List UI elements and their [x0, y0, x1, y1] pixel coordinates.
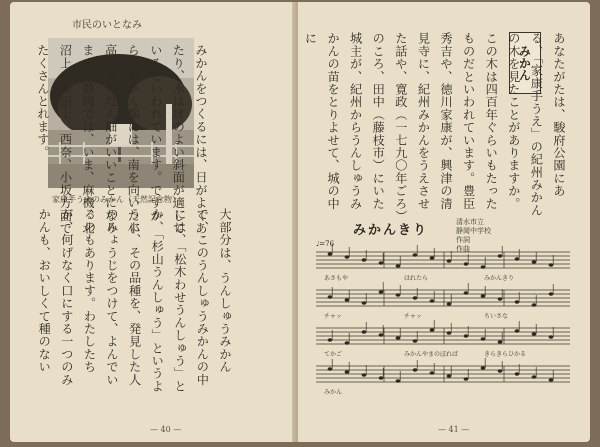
lyric-text: てかご [324, 351, 343, 358]
credit-line: 清水市立 [456, 218, 484, 226]
music-note [345, 298, 350, 302]
music-note [447, 374, 452, 378]
music-note [481, 337, 486, 341]
photo-caption: 家康手うえのみかん（天然記念物） [52, 195, 180, 204]
page-number: — 40 — [150, 425, 182, 434]
music-note [549, 292, 554, 296]
body-text-upper: みかんをつくるには、日がよくあたり、水はけのよい斜面が適しているといわれています。ですから、みかん畑には、南を向いた小高いだんだん畑がいいことになります。静岡では、いま、麻機、北沼上、南沼上、西奈、小坂方面でたくさんとれます。 [35, 44, 208, 235]
music-note [430, 299, 435, 303]
music-note [396, 379, 401, 383]
body-text-lower: 大部分は、うんしゅうみかんで、このうんしゅうみかんの中には、「松木わせうんしゅう」とか、「杉山うんしゅう」というように、その品種を、発見した人のみょうじをつけて、よんでいるのもあります。わたしたちが、何げなく口にする一つのみかんも、おいしくて種のない [37, 208, 232, 393]
music-note [345, 255, 350, 259]
body-text: あなたがたは、駿府公園にある、「家康手うえ」の紀州みかんの木を見たことがありますか。この木は四百年ぐらいもたったものだといわれています。豊臣秀吉や、徳川家康が、興津の清見寺に、紀州みかんをうえさせた話や、寛政（一七九〇年ごろ）のころ、田中（藤枝市）にいた城主が、紀州からうんしゅうみかんの苗をとりよせて、城の中に [303, 32, 566, 217]
music-note [379, 261, 384, 265]
music-note [328, 367, 333, 371]
lyric-text: きらきらひかる [484, 351, 527, 358]
music-note [447, 259, 452, 263]
music-note [396, 336, 401, 340]
music-note [379, 290, 384, 294]
lyric-text: はれたら [404, 275, 429, 282]
music-note [532, 260, 537, 264]
music-note [430, 371, 435, 375]
music-note [464, 262, 469, 266]
music-note [515, 372, 520, 376]
music-note [413, 296, 418, 300]
music-note [515, 257, 520, 261]
music-note [430, 256, 435, 260]
music-note [498, 369, 503, 373]
music-note [328, 338, 333, 342]
music-note [362, 258, 367, 262]
music-note [464, 377, 469, 381]
music-note [413, 339, 418, 343]
music-note [532, 332, 537, 336]
lyric-text: みかんやまのぼれば [404, 351, 459, 358]
lyric-text: みかん [324, 389, 343, 396]
page-number: — 41 — [438, 425, 470, 434]
left-page [10, 2, 296, 442]
song-title: みかんきり [353, 223, 429, 238]
lyric-text: ちいさな [484, 313, 509, 320]
music-note [549, 378, 554, 382]
music-note [362, 373, 367, 377]
music-note [515, 329, 520, 333]
section-title: みかん [517, 45, 532, 81]
music-note [396, 264, 401, 268]
music-note [549, 335, 554, 339]
music-note [447, 302, 452, 306]
music-note [464, 291, 469, 295]
music-note [481, 294, 486, 298]
music-note [498, 254, 503, 258]
music-note [532, 375, 537, 379]
music-note [447, 331, 452, 335]
lyric-text: チャッ [324, 313, 342, 320]
music-note [362, 330, 367, 334]
music-note [328, 295, 333, 299]
tempo-mark: ♩=76 [316, 240, 335, 248]
music-note [498, 340, 503, 344]
music-note [430, 328, 435, 332]
music-note [481, 265, 486, 269]
music-note [396, 293, 401, 297]
credit-line: 作曲 [456, 245, 470, 253]
sheet-music [314, 238, 574, 418]
lyric-text: あさもや [324, 275, 349, 282]
lyric-text: みかんきり [484, 275, 515, 282]
music-note [498, 297, 503, 301]
music-note [362, 301, 367, 305]
music-note [549, 263, 554, 267]
music-note [481, 366, 486, 370]
credit-line: 静岡中学校 [456, 227, 491, 235]
credit-line: 作詞 [456, 236, 470, 244]
right-page [298, 2, 590, 442]
music-note [464, 334, 469, 338]
music-note [345, 341, 350, 345]
page-header: 市民のいとなみ [72, 20, 142, 31]
music-note [328, 252, 333, 256]
music-note [532, 303, 537, 307]
music-note [379, 376, 384, 380]
music-note [413, 368, 418, 372]
lyric-text: チャッ [404, 313, 422, 320]
music-note [345, 370, 350, 374]
music-note [413, 253, 418, 257]
music-note [379, 333, 384, 337]
music-note [515, 300, 520, 304]
